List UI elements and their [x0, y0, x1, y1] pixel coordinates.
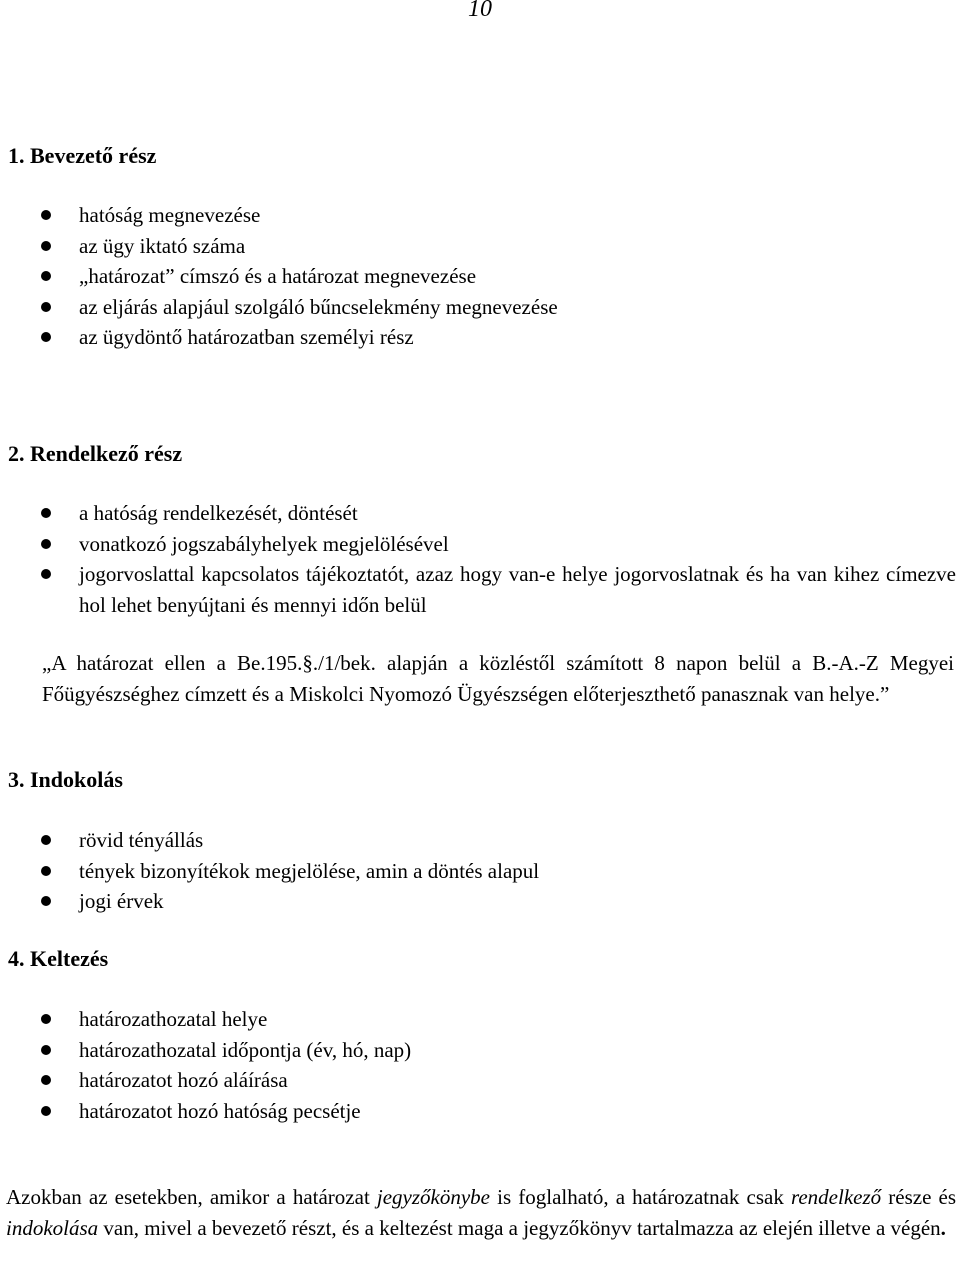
list-item: határozathozatal időpontja (év, hó, nap) — [0, 1035, 960, 1066]
list-item: hatóság megnevezése — [0, 200, 960, 231]
bullet-list-keltezes — [0, 1004, 960, 1126]
section-heading-rendelkezo: 2. Rendelkező rész — [8, 441, 183, 466]
section-heading-indokolas: 3. Indokolás — [8, 767, 123, 792]
closing-text: Azokban az esetekben, amikor a határozat — [6, 1185, 377, 1209]
page-number: 10 — [468, 0, 492, 22]
section-heading-keltezes: 4. Keltezés — [8, 946, 109, 971]
closing-text: része és — [881, 1185, 956, 1209]
closing-emphasis: jegyzőkönybe — [376, 1185, 491, 1209]
list-item: jogorvoslattal kapcsolatos tájékoztatót, azaz hogy van-e helye jogorvoslatnak és ha van kihez címezve hol lehet benyújtani és mennyi időn belül — [0, 559, 960, 620]
closing-text: is foglalható, a határozatnak csak — [490, 1185, 791, 1209]
closing-emphasis: indokolása — [6, 1215, 99, 1240]
list-item: rövid tényállás — [0, 825, 960, 856]
list-item: az ügy iktató száma — [0, 231, 960, 262]
list-item: az ügydöntő határozatban személyi rész — [0, 322, 960, 353]
closing-final-period: . — [940, 1215, 946, 1240]
list-item: tények bizonyítékok megjelölése, amin a döntés alapul — [0, 856, 960, 887]
list-item: a hatóság rendelkezését, döntését — [0, 498, 960, 529]
closing-emphasis: rendelkező — [790, 1185, 882, 1209]
list-item: jogi érvek — [0, 886, 960, 917]
list-item: az eljárás alapjául szolgáló bűncselekmény megnevezése — [0, 292, 960, 323]
list-item: határozatot hozó hatóság pecsétje — [0, 1096, 960, 1127]
bullet-list-rendelkezo — [0, 498, 960, 620]
list-item: határozathozatal helye — [0, 1004, 960, 1035]
list-item: határozatot hozó aláírása — [0, 1065, 960, 1096]
list-item: vonatkozó jogszabályhelyek megjelölésével — [0, 529, 960, 560]
bullet-list-indokolas — [0, 825, 960, 917]
legal-remedy-quote: „A határozat ellen a Be.195.§./1/bek. alapján a közléstől számított 8 napon belül a B.-A.-Z Megyei Főügyészséghez címzett és a Miskolci Nyomozó Ügyészségen előterjeszthető panasznak van helye.” — [42, 651, 954, 706]
closing-text: van, mivel a bevezető részt, és a keltezést maga a jegyzőkönyv tartalmazza az elején illetve a végén — [98, 1215, 941, 1240]
list-item: „határozat” címszó és a határozat megnevezése — [0, 261, 960, 292]
bullet-list-bevezeto — [0, 200, 960, 353]
closing-paragraph — [6, 1182, 956, 1243]
section-heading-bevezeto: 1. Bevezető rész — [8, 143, 157, 168]
